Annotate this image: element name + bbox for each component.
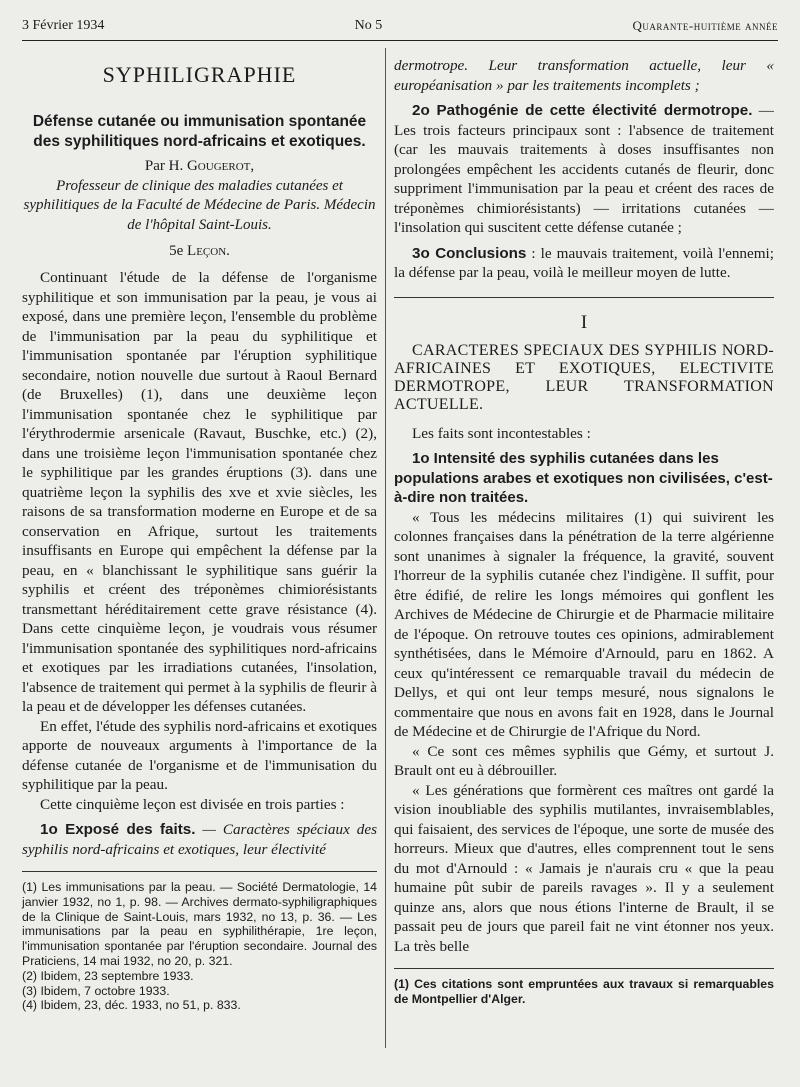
paragraph-parties: Cette cinquième leçon est divisée en trois parties : [40,795,345,813]
paragraph-effet: En effet, l'étude des syphilis nord-africains et exotiques apporte de nouveaux arguments à l'importance de la défense cutanée de l'organisme et de l'immunisation du syphilitique par la peau. [22,717,377,793]
author-name: Gougerot, [186,158,255,174]
author-prefix: Par H. [144,158,187,174]
right-column [394,56,774,1007]
section-title: SYPHILIGRAPHIE [102,62,297,87]
column-divider [385,48,386,1048]
heading-conclusions [394,244,774,283]
lecon-word: Leçon. [187,243,230,259]
paragraph-faits: Les faits sont incontestables : [412,424,591,442]
footnote-right: (1) Ces citations sont empruntées aux travaux si remarquables de Montpellier d'Alger. [394,977,774,1006]
footnote-rule-right [394,968,774,969]
subheading-intensite: 1o Intensité des syphilis cutanées dans les populations arabes et exotiques non civilisées, c'est-à-dire non traitées. [394,450,773,506]
section-separator [394,297,774,298]
footnote-2: (2) Ibidem, 23 septembre 1933. [22,968,194,983]
heading-expose-label: 1o Exposé des faits. [40,821,196,838]
heading-pathogenie-label: 2o Pathogénie de cette électivité dermotrope. [412,102,753,119]
heading-expose-text: — Caractères spéciaux des syphilis nord-africains et exotiques, leur électivité [22,821,378,858]
footnote-4: (4) Ibidem, 23, déc. 1933, no 51, p. 833. [22,998,241,1013]
footnote-rule-left [22,871,377,872]
paragraph-quote-1: « Tous les médecins militaires (1) qui suivirent les colonnes françaises dans la pénétration de la terre algérienne sont unanimes à signaler la fréquence, la gravité, souvent l'horreur de la syphilis cutanée chez l'indigène. Il suffit, pour être édifié, de relire les longs mémoires qui gonflent les Archives de Médecine de Chirurgie et de Pharmacie militaire de l'époque. On retrouve toutes ces opinions, admirablement synthétisées, dans le Mémoire d'Arnould, paru en 1862. A ceux qu'intéressent ce remarquable travail du médecin de Dellys, et qui ont leur temps mesuré, nous signalons le commentaire que nous en avons fait en 1928, dans le Journal de Médecine et de Chirurgie de l'Afrique du Nord. [394,508,774,740]
header-rule [22,40,778,41]
lecon-number: 5e [169,243,188,259]
paragraph-continuation: dermotrope. Leur transformation actuelle, leur « européanisation » par les traitements incomplets ; [394,57,774,94]
heading-conclusions-text: : le mauvais traitement, voilà l'ennemi; la défense par la peau, voilà le meilleur moyen de lutte. [394,244,774,281]
heading-pathogenie-text: — Les trois facteurs principaux sont : l'absence de traitement (car les mauvais traitements à doses insuffisantes non prolongées empêchent les accidents cutanés de fleurir, donc suppriment l'immunisation par la peau et créent des races de tréponèmes chimiorésistants) — irritations cutanées — l'insolation qui suscitent cette défense cutanée ; [394,102,774,236]
header-date: 3 Février 1934 [22,18,105,33]
left-column [22,52,377,1013]
paragraph-quote-3: « Les générations que formèrent ces maîtres ont gardé la vision inoubliable des syphilis mutilantes, invraisemblables, qui faisaient, des services de l'époque, une sorte de musée des horreurs. Mieux que d'autres, elles comprennent tout le sens du mot d'Arnould : « Jamais je n'aurais cru « que la peau humaine pût subir de pareils ravages ». Il y a seulement quinze ans, alors que nous étions l'interne de Brault, il se passait peu de jours que pareil fait ne vint étonner nos yeux. La très belle [394,781,774,955]
heading-expose [22,820,377,859]
article-title: Défense cutanée ou immunisation spontanée des syphilitiques nord-africains et exotiques. [32,113,367,150]
header-number: No 5 [354,18,383,33]
part-numeral: I [580,311,588,333]
footnote-3: (3) Ibidem, 7 octobre 1933. [22,983,170,998]
paragraph-intro: Continuant l'étude de la défense de l'organisme syphilitique et son immunisation par la peau, je vous ai exposé, dans une première leçon, l'ensemble du problème de l'immunisation par la peau du syphilitique et l'immunisation spontanée par l'éruption syphilitique secondaire, notion nouvelle due surtout à Raoul Bernard (de Bruxelles) (1), dans une deuxième leçon l'immunisation spontanée chez le syphilitique par l'érythrodermie arsenicale (Ravaut, Buschke, etc.) (2), dans une troisième leçon l'immunisation spontanée chez le syphilitique par les grandes éruptions (3). dans une quatrième leçon la syphilis des xve et xvie siècles, les raisons de sa transformation moderne en Europe et de sa conservation en Afrique, surtout les traitements insuffisants en Europe qui empêchent la défense par la peau, en « blanchissant le syphilitique sans guérir la syphilis et créent des tréponèmes chimiorésistants transmettant héréditairement cette grave résistance (4). Dans cette cinquième leçon, je voudrais vous résumer l'immunisation spontanée des syphilitiques nord-africains et exotiques par les irradiations cutanées, l'insolation, l'absence de traitement qui permet à la syphilis de fleurir à la peau et de développer les défenses cutanées. [22,269,377,715]
paragraph-quote-2: « Ce sont ces mêmes syphilis que Gémy, et surtout J. Brault ont eu à débrouiller. [394,742,774,779]
heading-conclusions-label: 3o Conclusions [412,244,527,262]
heading-pathogenie [394,101,774,238]
part-title: CARACTERES SPECIAUX DES SYPHILIS NORD-AFRICAINES ET EXOTIQUES, ELECTIVITE DERMOTROPE, LEUR TRANSFORMATION ACTUELLE. [394,341,774,413]
page-header [22,18,778,40]
footnote-1: (1) Les immunisations par la peau. — Société Dermatologie, 14 janvier 1932, no 1, p. 98. — Archives dermato-syphiligraphiques de la Clinique de Saint-Louis, mars 1932, no 13, p. 36. — Les immunisations par la peau en syphilithérapie, 1re leçon, l'immunisation spontanée par l'éruption secondaire. Journal des Praticiens, 14 mai 1932, no 20, p. 321. [22,880,377,968]
author-line [22,157,377,177]
header-year: Quarante-huitième année [632,18,778,33]
lecon-heading [22,243,377,260]
author-affiliation: Professeur de clinique des maladies cutanées et syphilitiques de la Faculté de Médecine de Paris. Médecin de l'hôpital Saint-Louis. [23,177,376,233]
